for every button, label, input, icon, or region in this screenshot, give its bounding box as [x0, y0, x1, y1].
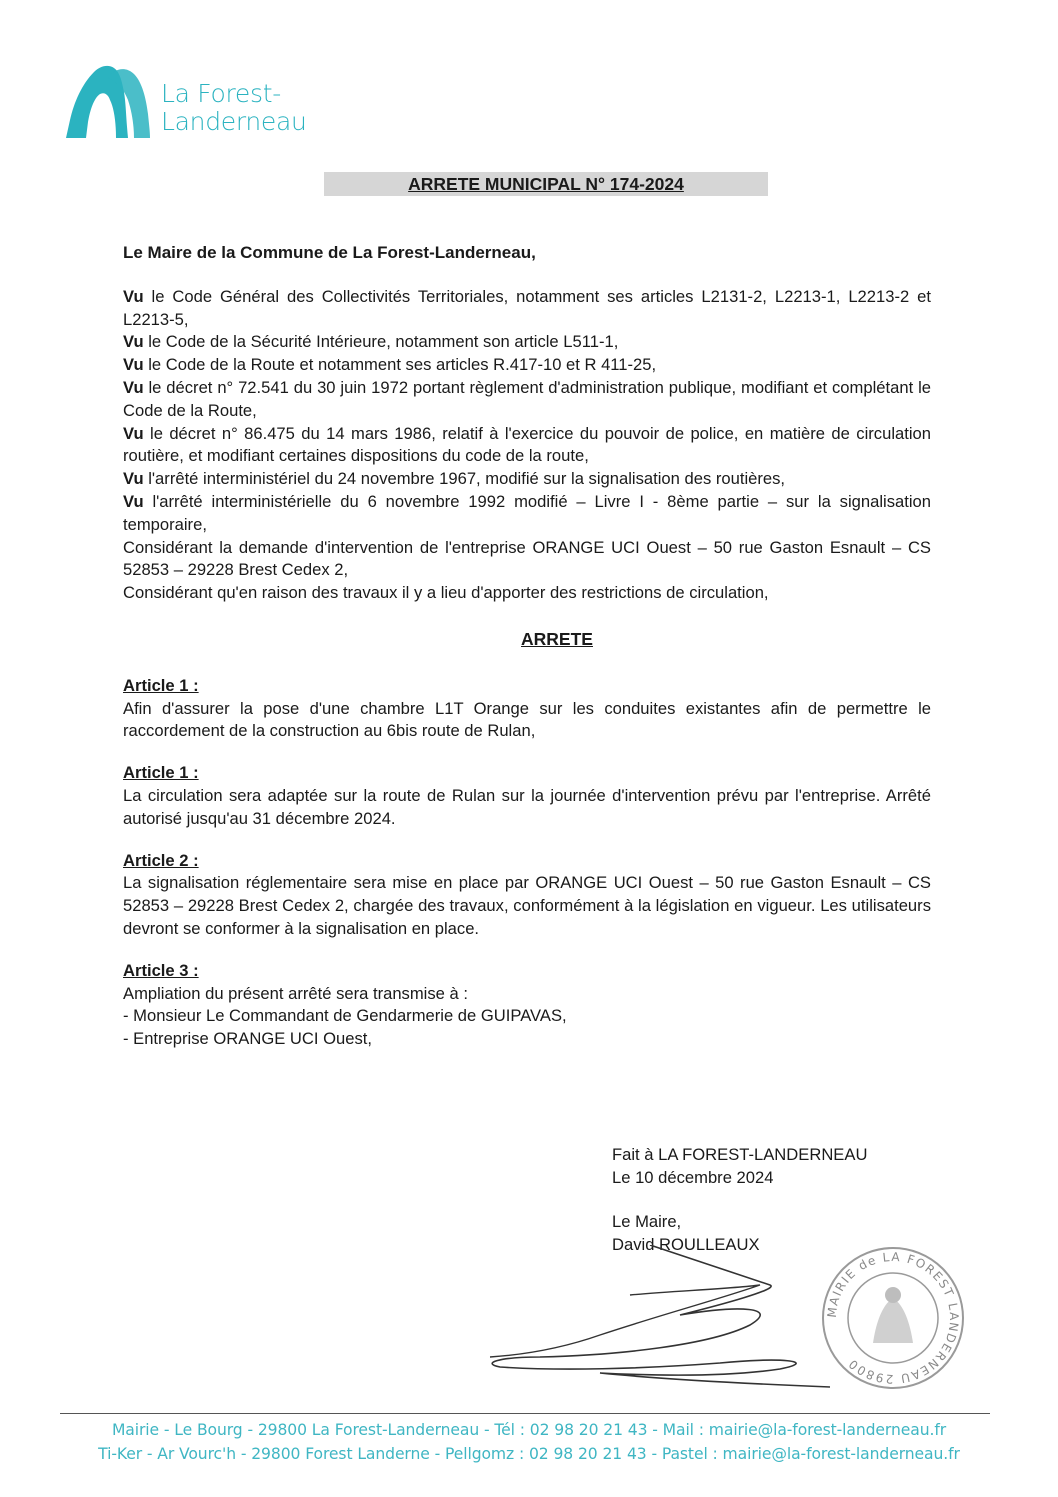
- consideration-item: Vu le Code de la Sécurité Intérieure, notamment son article L511-1,: [123, 332, 619, 352]
- mairie-stamp: [818, 1243, 968, 1393]
- article-title: Article 2 :: [123, 850, 199, 870]
- consideration-item: Considérant qu'en raison des travaux il y a lieu d'apporter des restrictions de circulation,: [123, 583, 769, 603]
- article-title: Article 3 :: [123, 960, 199, 980]
- signature-block: [612, 1143, 867, 1256]
- logo-wordmark: [161, 80, 307, 136]
- consideration-item: Vu le décret n° 86.475 du 14 mars 1986, relatif à l'exercice du pouvoir de police, en matière de circulation routière, et modifiant certaines dispositions du code de la route,: [123, 423, 931, 466]
- consideration-item: Considérant la demande d'intervention de l'entreprise ORANGE UCI Ouest – 50 rue Gaston Esnault – CS 52853 – 29228 Brest Cedex 2,: [123, 537, 931, 580]
- article-title: Article 1 :: [123, 675, 199, 695]
- article-text: - Monsieur Le Commandant de Gendarmerie de GUIPAVAS,: [123, 1006, 567, 1026]
- document-body: [123, 242, 931, 1051]
- footer-line-2: Ti-Ker - Ar Vourc'h - 29800 Forest Landerne - Pellgomz : 02 98 20 21 43 - Pastel : mairie@la-forest-landerneau.fr: [98, 1445, 960, 1463]
- article-text: Afin d'assurer la pose d'une chambre L1T Orange sur les conduites existantes afin de permettre le raccordement de la construction au 6bis route de Rulan,: [123, 698, 931, 741]
- article-1a: [123, 675, 931, 743]
- article-text: La circulation sera adaptée sur la route de Rulan sur la journée d'intervention prévu par l'entreprise. Arrêté autorisé jusqu'au 31 décembre 2024.: [123, 785, 931, 828]
- signature-role: Le Maire,: [612, 1212, 682, 1231]
- consideration-item: Vu l'arrêté interministérielle du 6 novembre 1992 modifié – Livre I - 8ème partie – sur la signalisation temporaire,: [123, 491, 931, 534]
- signature-date: Le 10 décembre 2024: [612, 1168, 774, 1187]
- handwritten-signature: [480, 1245, 840, 1390]
- arch-logo-icon: [64, 62, 160, 142]
- article-text: La signalisation réglementaire sera mise en place par ORANGE UCI Ouest – 50 rue Gaston Esnault – CS 52853 – 29228 Brest Cedex 2, chargée des travaux, conformément à la législation en vigueur. Les utilisateurs devront se conformer à la signalisation en place.: [123, 873, 931, 938]
- article-text: - Entreprise ORANGE UCI Ouest,: [123, 1029, 372, 1049]
- article-text: Ampliation du présent arrêté sera transmise à :: [123, 983, 468, 1003]
- municipal-logo: [64, 62, 307, 142]
- consideration-item: Vu le Code de la Route et notamment ses articles R.417-10 et R 411-25,: [123, 355, 657, 375]
- footer-line-1: Mairie - Le Bourg - 29800 La Forest-Landerneau - Tél : 02 98 20 21 43 - Mail : mairie@la-forest-landerneau.fr: [111, 1421, 947, 1439]
- footer-divider: [60, 1413, 990, 1414]
- article-title: Article 1 :: [123, 763, 199, 783]
- arrete-heading: ARRETE: [521, 628, 593, 649]
- consideration-item: Vu l'arrêté interministériel du 24 novembre 1967, modifié sur la signalisation des routières,: [123, 469, 786, 489]
- document-title-box: [324, 172, 768, 196]
- signature-name: David ROULLEAUX: [612, 1235, 760, 1254]
- article-3: [123, 960, 931, 1051]
- logo-line-2: Landerneau: [161, 107, 307, 136]
- consideration-item: Vu le décret n° 72.541 du 30 juin 1972 portant règlement d'administration publique, modifiant et complétant le Code de la Route,: [123, 377, 931, 420]
- signature-place: Fait à LA FOREST-LANDERNEAU: [612, 1145, 868, 1164]
- article-1b: [123, 762, 931, 830]
- considerations: [123, 286, 931, 605]
- logo-line-1: La Forest-: [161, 79, 281, 108]
- article-2: [123, 850, 931, 941]
- document-title: ARRETE MUNICIPAL N° 174-2024: [408, 174, 684, 194]
- consideration-item: Vu le Code Général des Collectivités Territoriales, notamment ses articles L2131-2, L2213-1, L2213-2 et L2213-5,: [123, 286, 931, 329]
- stamp-text: MAIRIE de LA FOREST LANDERNEAU 29800: [824, 1249, 962, 1387]
- mayor-line: Le Maire de la Commune de La Forest-Landerneau,: [123, 243, 536, 262]
